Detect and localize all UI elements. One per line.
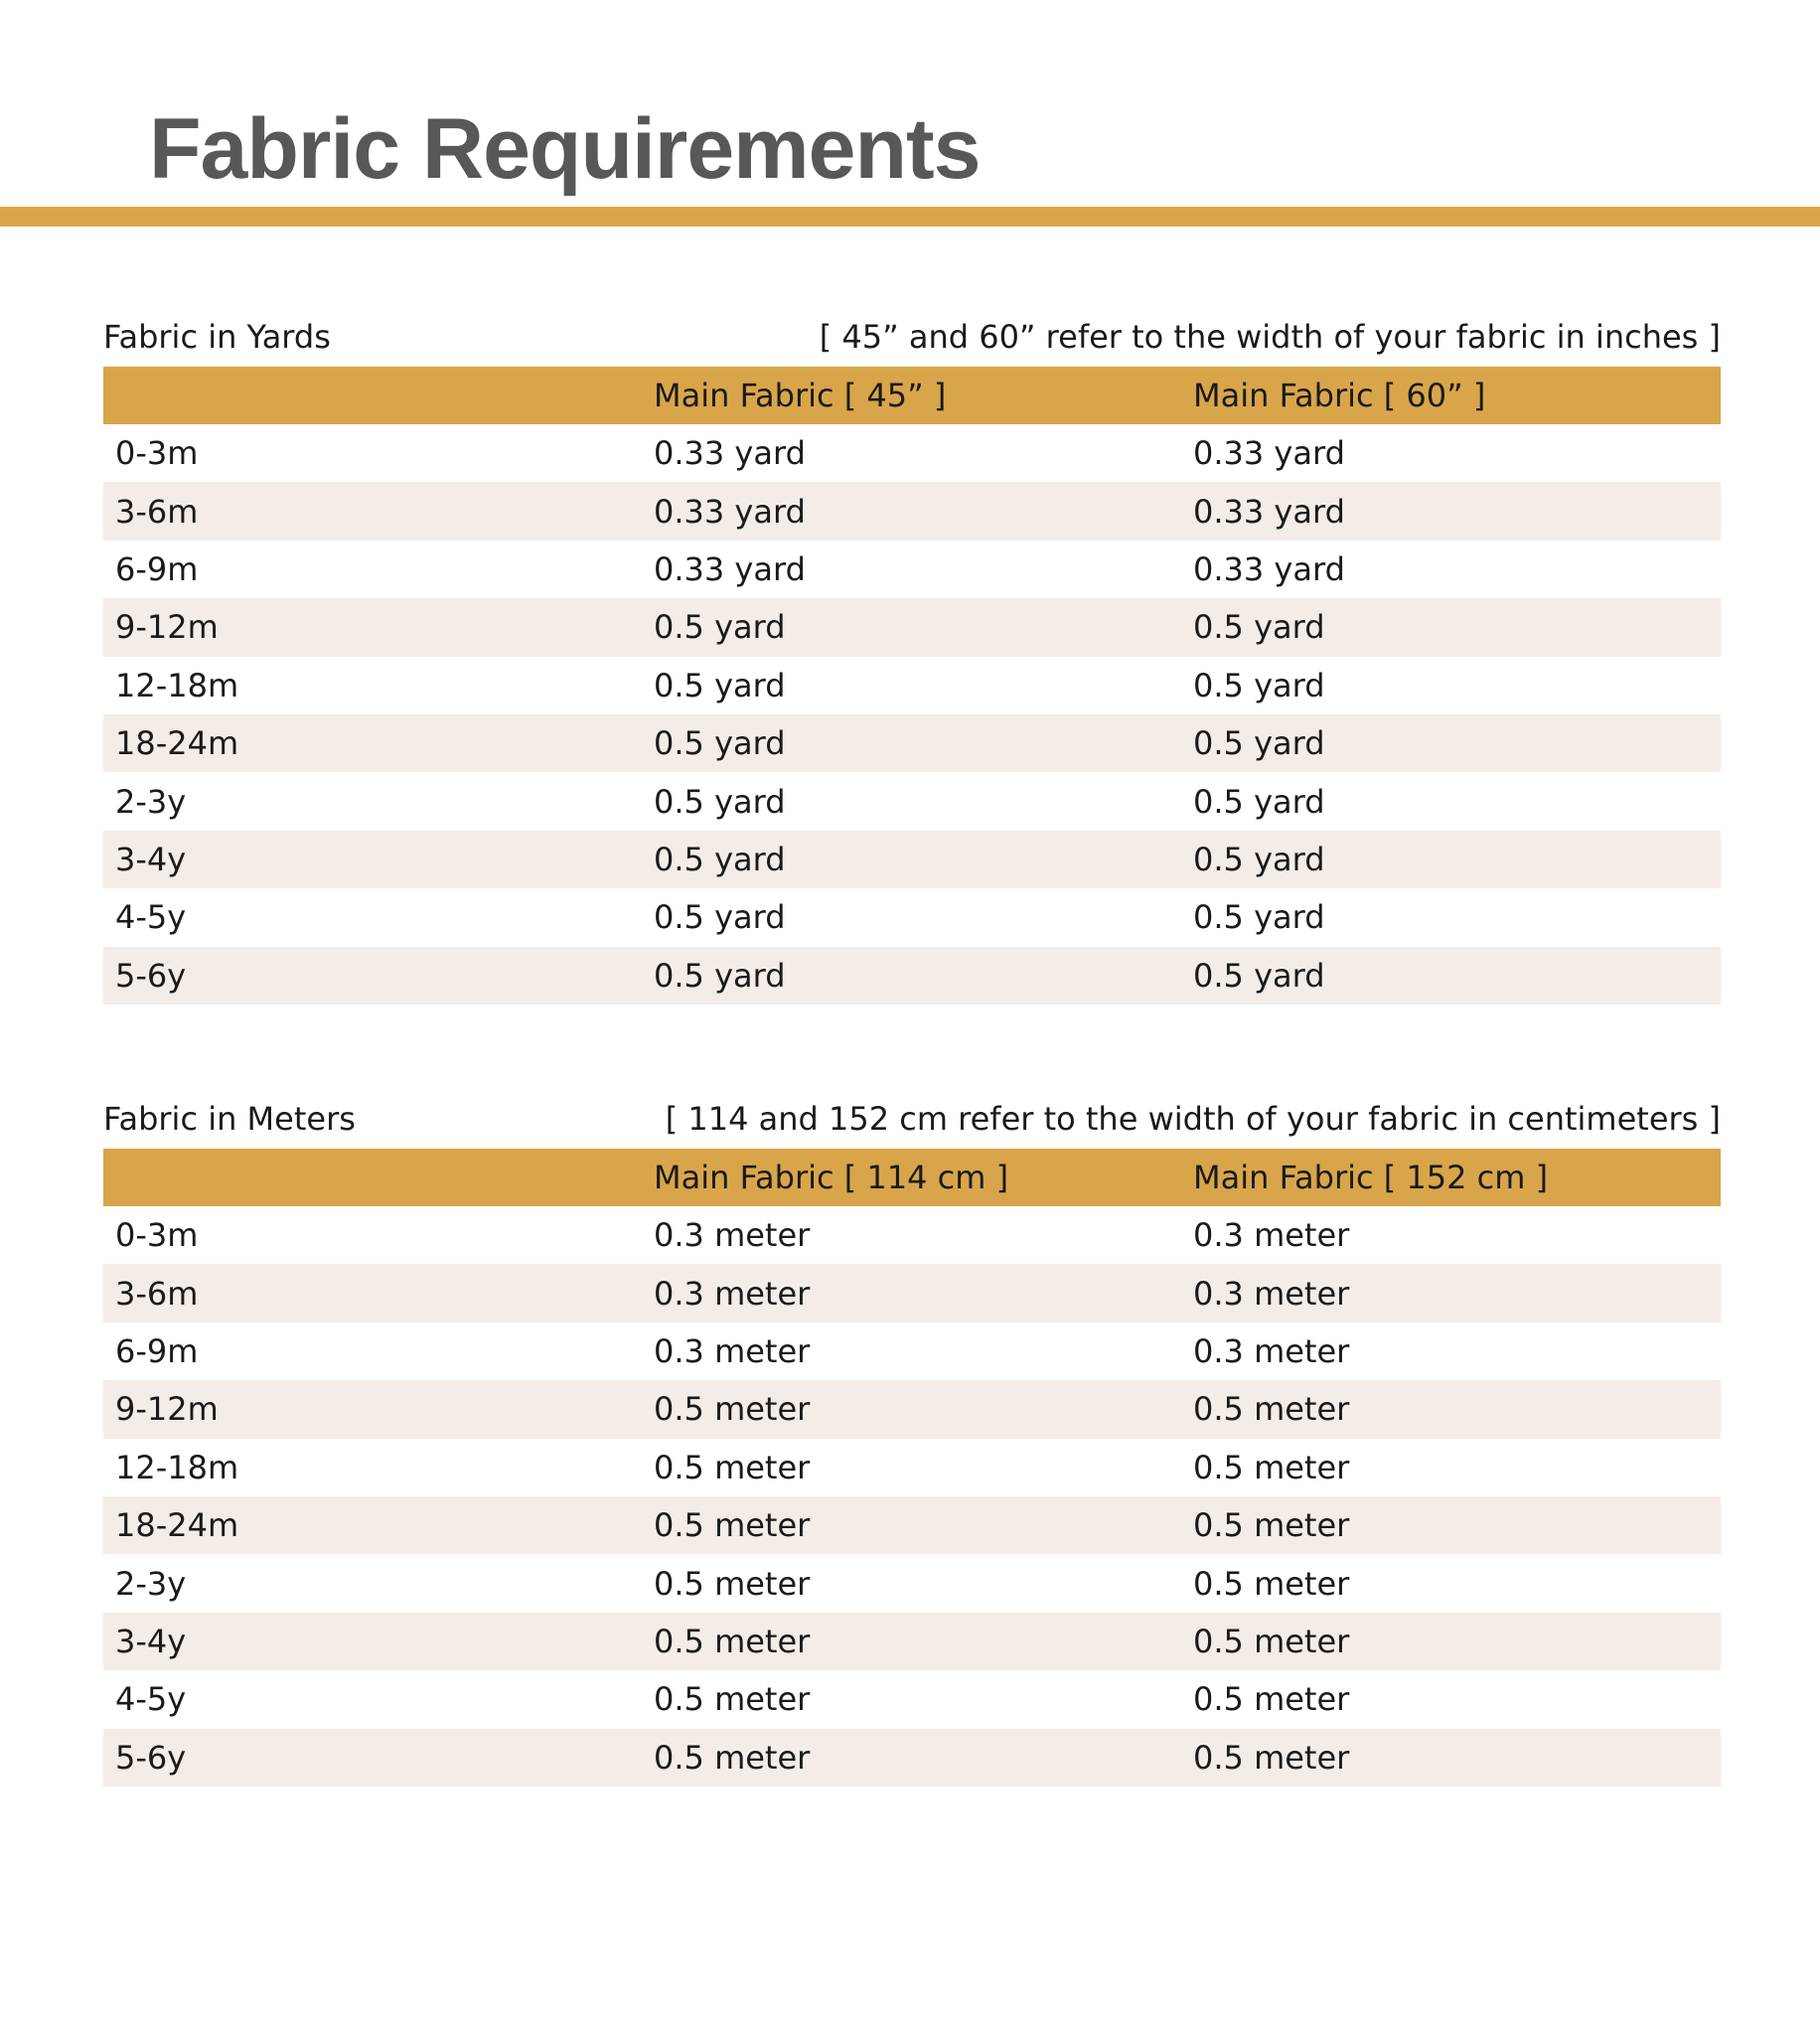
fabric-cell-2: 0.5 yard (1193, 898, 1325, 937)
fabric-cell-1: 0.33 yard (654, 549, 806, 588)
yards-header-45: Main Fabric [ 45” ] (654, 377, 947, 414)
table-row (103, 1496, 1721, 1554)
fabric-cell-1: 0.33 yard (654, 434, 806, 473)
size-cell: 18-24m (115, 1506, 239, 1545)
fabric-cell-2: 0.5 yard (1193, 666, 1325, 704)
meters-width-note: [ 114 and 152 cm refer to the width of your fabric in centimeters ] (665, 1100, 1721, 1138)
fabric-cell-2: 0.5 meter (1193, 1506, 1350, 1545)
fabric-cell-2: 0.5 yard (1193, 608, 1325, 647)
fabric-cell-1: 0.5 yard (654, 608, 786, 647)
fabric-cell-2: 0.3 meter (1193, 1216, 1350, 1255)
size-cell: 3-4y (115, 840, 187, 878)
yards-header-60: Main Fabric [ 60” ] (1193, 377, 1486, 414)
table-row (103, 1322, 1721, 1380)
table-row (103, 657, 1721, 714)
table-row (103, 1439, 1721, 1496)
size-cell: 9-12m (115, 608, 219, 647)
fabric-cell-1: 0.5 meter (654, 1680, 811, 1719)
size-cell: 12-18m (115, 666, 239, 704)
fabric-cell-2: 0.5 meter (1193, 1622, 1350, 1660)
table-row (103, 541, 1721, 598)
size-cell: 0-3m (115, 434, 199, 473)
fabric-cell-2: 0.5 meter (1193, 1448, 1350, 1486)
fabric-cell-1: 0.5 yard (654, 666, 786, 704)
table-row (103, 1554, 1721, 1612)
size-cell: 2-3y (115, 1564, 187, 1603)
title-rule (0, 207, 1820, 227)
fabric-cell-2: 0.33 yard (1193, 434, 1345, 473)
fabric-cell-1: 0.5 meter (654, 1506, 811, 1545)
fabric-cell-2: 0.5 yard (1193, 724, 1325, 763)
page-title: Fabric Requirements (149, 101, 981, 197)
table-row (103, 1206, 1721, 1264)
size-cell: 3-6m (115, 492, 199, 531)
fabric-cell-1: 0.5 yard (654, 724, 786, 763)
fabric-cell-1: 0.5 yard (654, 782, 786, 821)
size-cell: 3-6m (115, 1274, 199, 1313)
fabric-cell-2: 0.5 yard (1193, 782, 1325, 821)
size-cell: 5-6y (115, 1738, 187, 1777)
yards-table-header (103, 367, 1721, 424)
fabric-cell-1: 0.5 meter (654, 1448, 811, 1486)
fabric-cell-1: 0.33 yard (654, 492, 806, 531)
fabric-cell-2: 0.33 yard (1193, 492, 1345, 531)
meters-header-114: Main Fabric [ 114 cm ] (654, 1159, 1009, 1196)
yards-section (103, 311, 1721, 1005)
table-row (103, 1670, 1721, 1728)
fabric-cell-1: 0.3 meter (654, 1331, 811, 1370)
meters-header-152: Main Fabric [ 152 cm ] (1193, 1159, 1549, 1196)
table-row (103, 714, 1721, 772)
size-cell: 4-5y (115, 1680, 187, 1719)
table-row (103, 598, 1721, 656)
fabric-cell-2: 0.3 meter (1193, 1331, 1350, 1370)
size-cell: 0-3m (115, 1216, 199, 1255)
fabric-cell-1: 0.5 meter (654, 1622, 811, 1660)
table-row (103, 1729, 1721, 1787)
size-cell: 12-18m (115, 1448, 239, 1486)
size-cell: 9-12m (115, 1390, 219, 1429)
yards-table-body (103, 424, 1721, 1005)
fabric-cell-2: 0.33 yard (1193, 549, 1345, 588)
table-row (103, 424, 1721, 482)
table-row (103, 482, 1721, 540)
size-cell: 5-6y (115, 956, 187, 995)
fabric-cell-2: 0.5 meter (1193, 1738, 1350, 1777)
fabric-cell-1: 0.5 meter (654, 1564, 811, 1603)
yards-width-note: [ 45” and 60” refer to the width of your fabric in inches ] (819, 318, 1721, 356)
fabric-cell-1: 0.3 meter (654, 1274, 811, 1313)
size-cell: 2-3y (115, 782, 187, 821)
table-row (103, 1264, 1721, 1321)
meters-section-head (103, 1093, 1721, 1149)
fabric-cell-1: 0.3 meter (654, 1216, 811, 1255)
meters-table-body (103, 1206, 1721, 1787)
size-cell: 6-9m (115, 549, 199, 588)
fabric-cell-2: 0.5 meter (1193, 1390, 1350, 1429)
yards-section-label: Fabric in Yards (103, 318, 331, 356)
table-row (103, 831, 1721, 888)
size-cell: 18-24m (115, 724, 239, 763)
fabric-cell-2: 0.5 yard (1193, 956, 1325, 995)
size-cell: 6-9m (115, 1331, 199, 1370)
meters-section (103, 1093, 1721, 1787)
fabric-cell-1: 0.5 meter (654, 1738, 811, 1777)
fabric-cell-1: 0.5 yard (654, 956, 786, 995)
meters-table-header (103, 1149, 1721, 1206)
table-row (103, 1380, 1721, 1438)
fabric-cell-1: 0.5 meter (654, 1390, 811, 1429)
size-cell: 3-4y (115, 1622, 187, 1660)
table-row (103, 772, 1721, 830)
table-row (103, 947, 1721, 1005)
fabric-cell-2: 0.5 yard (1193, 840, 1325, 878)
yards-section-head (103, 311, 1721, 367)
table-row (103, 1613, 1721, 1670)
table-row (103, 888, 1721, 946)
fabric-cell-2: 0.3 meter (1193, 1274, 1350, 1313)
fabric-cell-2: 0.5 meter (1193, 1564, 1350, 1603)
size-cell: 4-5y (115, 898, 187, 937)
fabric-cell-1: 0.5 yard (654, 898, 786, 937)
fabric-cell-2: 0.5 meter (1193, 1680, 1350, 1719)
meters-section-label: Fabric in Meters (103, 1100, 356, 1138)
fabric-cell-1: 0.5 yard (654, 840, 786, 878)
